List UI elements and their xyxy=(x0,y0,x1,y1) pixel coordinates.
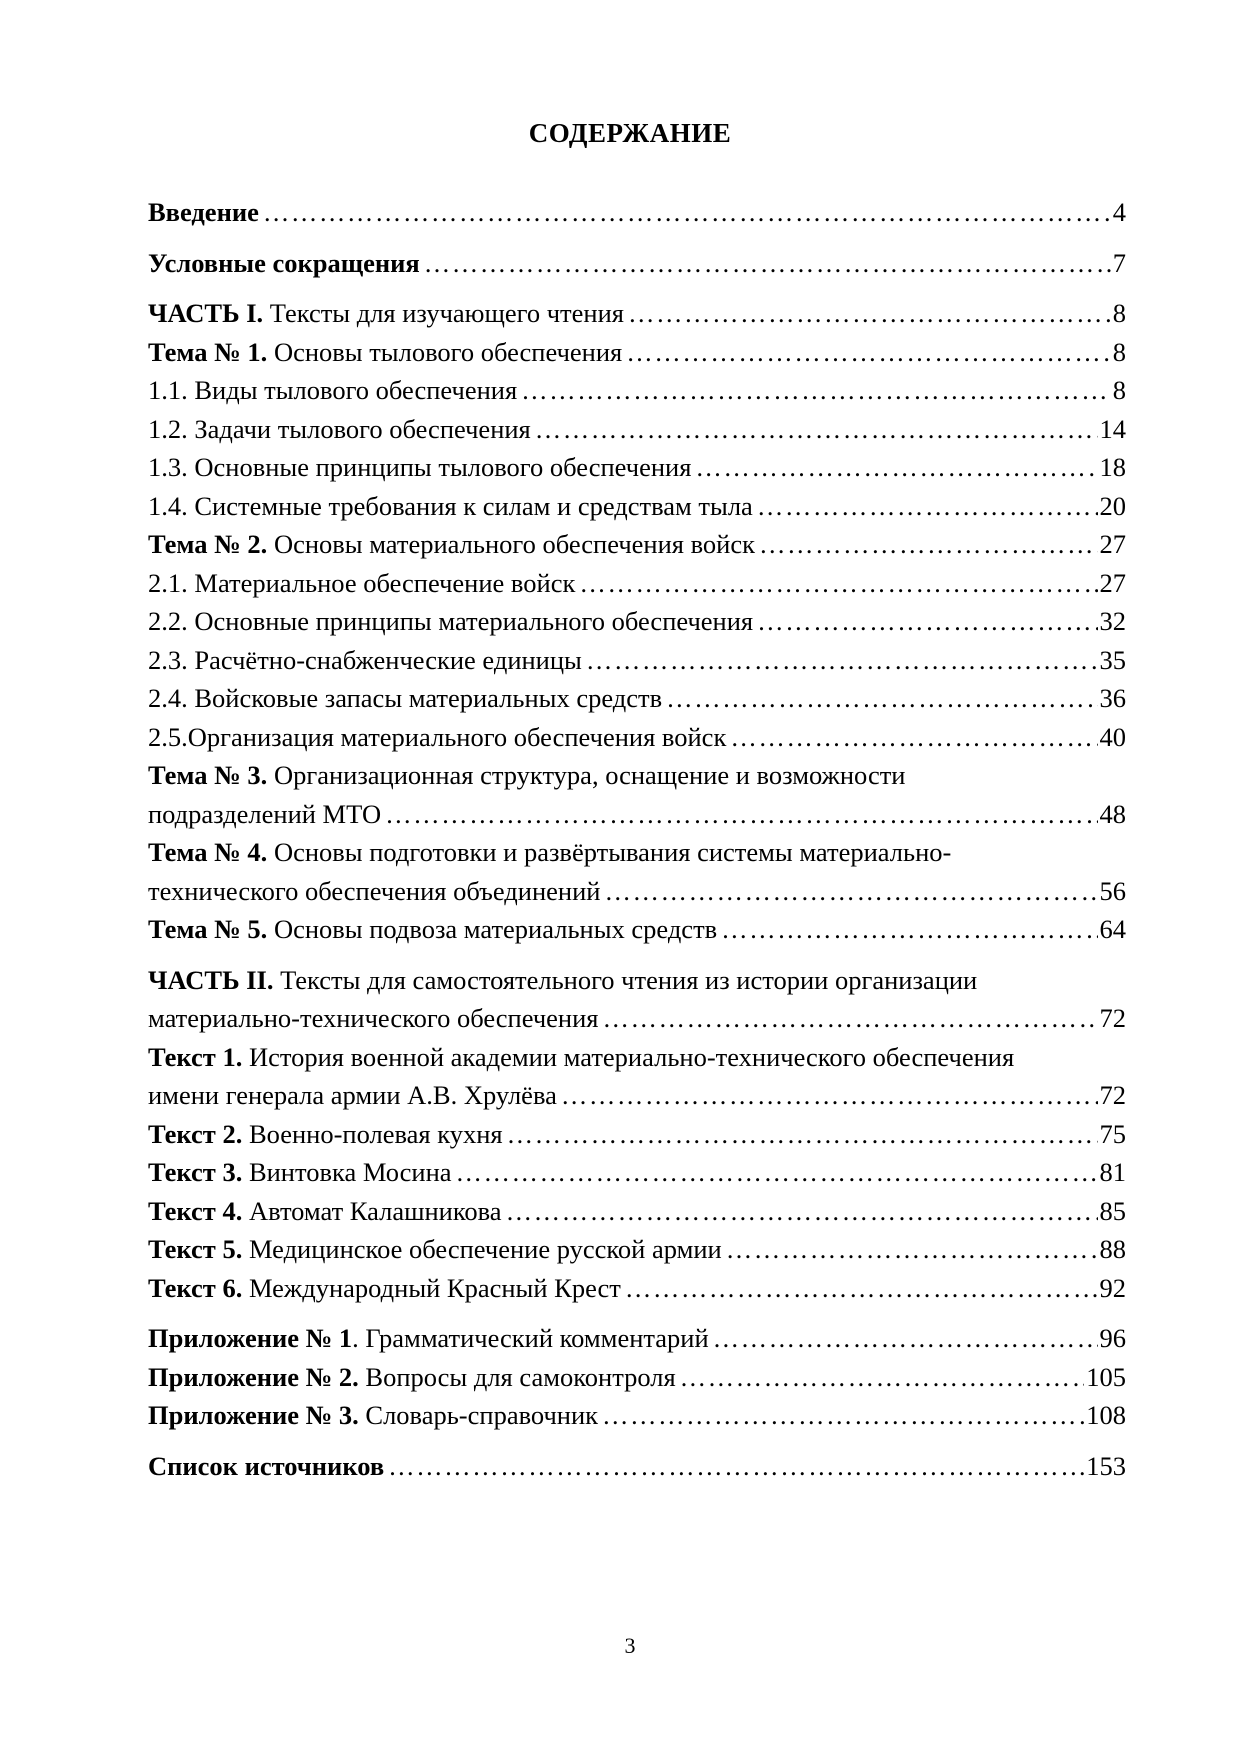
toc-entry[interactable] xyxy=(148,487,1126,526)
toc-page-number: 8 xyxy=(1112,336,1126,367)
toc-entry-text: 1.3. Основные принципы тылового обеспечения xyxy=(148,452,692,482)
toc-page-number: 81 xyxy=(1099,1157,1126,1187)
toc-page-number: 40 xyxy=(1099,721,1126,752)
toc-section xyxy=(148,1319,1126,1435)
toc-entry-text: Автомат Калашникова xyxy=(242,1195,502,1226)
toc-entry-text: технического обеспечения объединений xyxy=(148,875,601,906)
toc-entry[interactable] xyxy=(148,718,1126,757)
toc-page-number: 18 xyxy=(1099,452,1126,482)
toc-entry[interactable] xyxy=(148,1230,1126,1269)
toc-entry[interactable] xyxy=(148,564,1126,603)
toc-entry-heading: Текст 6. xyxy=(148,1272,243,1303)
dot-leader xyxy=(561,1076,1098,1115)
toc-entry-label xyxy=(148,564,575,603)
toc-entry-text: . Грамматический комментарий xyxy=(352,1323,709,1353)
dot-leader xyxy=(757,602,1097,641)
toc-entry[interactable] xyxy=(148,193,1126,232)
toc-entry[interactable] xyxy=(148,756,1126,833)
toc-page-number: 56 xyxy=(1099,875,1126,906)
dot-leader xyxy=(695,448,1097,487)
toc-section xyxy=(148,244,1126,283)
toc-page-number: 85 xyxy=(1099,1195,1126,1226)
toc-entry-text: Медицинское обеспечение русской армии xyxy=(242,1234,722,1264)
toc-page-number: 27 xyxy=(1099,567,1126,598)
dot-leader xyxy=(385,795,1097,834)
toc-entry-label xyxy=(148,833,1126,872)
toc-entry-heading: ЧАСТЬ I. xyxy=(148,298,264,328)
toc-entry-text: Тексты для изучающего чтения xyxy=(263,298,624,328)
toc-entry-heading: Введение xyxy=(148,197,259,227)
toc-entry-continuation xyxy=(148,872,1126,911)
toc-entry-heading: Тема № 3. xyxy=(148,760,268,790)
toc-entry-heading: Текст 2. xyxy=(148,1118,243,1149)
dot-leader xyxy=(666,679,1097,718)
toc-entry[interactable] xyxy=(148,833,1126,910)
toc-entry-heading: Тема № 1. xyxy=(148,336,268,367)
dot-leader xyxy=(586,641,1098,680)
dot-leader xyxy=(506,1192,1098,1231)
toc-entry-heading: ЧАСТЬ II. xyxy=(148,964,274,995)
toc-entry-label xyxy=(148,1358,676,1397)
toc-page-number: 72 xyxy=(1099,1080,1126,1110)
toc-entry[interactable] xyxy=(148,1358,1126,1397)
toc-entry[interactable] xyxy=(148,1192,1126,1231)
toc-entry-continuation xyxy=(148,1076,1126,1115)
toc-entry[interactable] xyxy=(148,910,1126,949)
dot-leader xyxy=(507,1115,1098,1154)
toc-entry-label xyxy=(148,1269,621,1308)
toc-entry-label xyxy=(148,1115,503,1154)
toc-entry-text: Вопросы для самоконтроля xyxy=(358,1361,676,1392)
toc-entry[interactable] xyxy=(148,1269,1126,1308)
toc-page-number: 96 xyxy=(1099,1323,1126,1353)
toc-entry-heading: Условные сокращения xyxy=(148,247,420,278)
toc-entry[interactable] xyxy=(148,244,1126,283)
dot-leader xyxy=(713,1319,1098,1358)
page-number: 3 xyxy=(624,1633,636,1658)
toc-entry[interactable] xyxy=(148,410,1126,449)
dot-leader xyxy=(726,1230,1098,1269)
dot-leader xyxy=(424,244,1111,283)
toc-entry-label xyxy=(148,1230,722,1269)
toc-entry[interactable] xyxy=(148,371,1126,410)
toc-entry-text: Тексты для самостоятельного чтения из истории организации xyxy=(273,964,978,995)
toc-page-number: 8 xyxy=(1112,298,1126,328)
toc-entry[interactable] xyxy=(148,1447,1126,1486)
toc-page-number: 75 xyxy=(1099,1118,1126,1149)
toc-entry-heading: Текст 3. xyxy=(148,1157,243,1187)
toc-page-number: 88 xyxy=(1099,1234,1126,1264)
dot-leader xyxy=(721,910,1097,949)
toc-entry-label xyxy=(148,487,753,526)
toc-entry-text: 2.2. Основные принципы материального обеспечения xyxy=(148,606,754,636)
toc-entry-label xyxy=(148,718,726,757)
toc-entry-heading: Приложение № 1 xyxy=(148,1323,353,1353)
toc-section xyxy=(148,1447,1126,1486)
toc-entry[interactable] xyxy=(148,679,1126,718)
page-title: СОДЕРЖАНИЕ xyxy=(528,118,732,148)
toc-entry-text: Военно-полевая кухня xyxy=(242,1118,503,1149)
toc-page-number: 27 xyxy=(1099,529,1126,559)
toc-entry-text: Международный Красный Крест xyxy=(242,1272,621,1303)
toc-entry-label xyxy=(148,448,691,487)
toc-entry-heading: Тема № 5. xyxy=(148,914,268,944)
dot-leader xyxy=(626,333,1111,372)
toc-entry-text: Основы подвоза материальных средств xyxy=(267,914,718,944)
toc-entry[interactable] xyxy=(148,1319,1126,1358)
toc-entry[interactable] xyxy=(148,448,1126,487)
toc-page-number: 20 xyxy=(1099,490,1126,521)
toc-entry[interactable] xyxy=(148,602,1126,641)
dot-leader xyxy=(535,410,1098,449)
dot-leader xyxy=(263,193,1111,232)
toc-entry-text: имени генерала армии А.В. Хрулёва xyxy=(148,1080,557,1110)
toc-page-number: 36 xyxy=(1099,683,1126,713)
toc-entry-label xyxy=(148,1153,452,1192)
toc-entry-text: материально-технического обеспечения xyxy=(148,1003,599,1033)
dot-leader xyxy=(759,525,1098,564)
toc-entry-heading: Текст 4. xyxy=(148,1195,243,1226)
dot-leader xyxy=(521,371,1111,410)
toc-page-number: 108 xyxy=(1086,1400,1126,1430)
dot-leader xyxy=(625,1269,1098,1308)
toc-entry-label xyxy=(148,602,753,641)
toc-entry-text: Основы подготовки и развёртывания системы материально- xyxy=(267,837,952,867)
toc-entry-label xyxy=(148,1192,502,1231)
toc-entry-heading: Приложение № 2. xyxy=(148,1361,359,1392)
toc-entry[interactable] xyxy=(148,641,1126,680)
toc-entry-label xyxy=(148,525,755,564)
dot-leader xyxy=(757,487,1098,526)
toc-entry-label xyxy=(148,641,582,680)
toc-entry-label xyxy=(148,910,717,949)
toc-page-number: 72 xyxy=(1099,1003,1126,1033)
toc-section xyxy=(148,294,1126,949)
toc-entry-text: 2.5.Организация материального обеспечения войск xyxy=(148,721,727,752)
dot-leader xyxy=(602,999,1097,1038)
toc-entry[interactable] xyxy=(148,1396,1126,1435)
toc-entry-text: Словарь-справочник xyxy=(358,1400,599,1430)
toc-entry[interactable] xyxy=(148,961,1126,1038)
toc-page-number: 105 xyxy=(1086,1361,1126,1392)
toc-entry-text: Винтовка Мосина xyxy=(242,1157,452,1187)
dot-leader xyxy=(680,1358,1085,1397)
toc-section xyxy=(148,961,1126,1308)
toc-entry-text: подразделений МТО xyxy=(148,798,382,829)
toc-page-number: 64 xyxy=(1099,914,1126,944)
toc-entry-label xyxy=(148,1319,709,1358)
toc-entry-label xyxy=(148,333,622,372)
toc-page-number: 7 xyxy=(1112,247,1126,278)
toc-entry-label xyxy=(148,756,1126,795)
toc-page-number: 35 xyxy=(1099,644,1126,675)
toc-entry-label xyxy=(148,244,420,283)
toc-page-number: 153 xyxy=(1086,1450,1126,1481)
toc-page-number: 32 xyxy=(1099,606,1126,636)
toc-entry-label xyxy=(148,1396,598,1435)
toc-entry-label xyxy=(148,1038,1126,1077)
toc-entry-text: История военной академии материально-технического обеспечения xyxy=(242,1041,1015,1072)
toc-page-number: 92 xyxy=(1099,1272,1126,1303)
toc-entry[interactable] xyxy=(148,525,1126,564)
toc-page-number: 14 xyxy=(1099,413,1126,444)
dot-leader xyxy=(388,1447,1084,1486)
toc-entry-continuation xyxy=(148,999,1126,1038)
toc-entry-label xyxy=(148,961,1126,1000)
toc-entry-heading: Текст 1. xyxy=(148,1041,243,1072)
toc-page-number: 48 xyxy=(1099,798,1126,829)
toc-entry-text: Организационная структура, оснащение и возможности xyxy=(267,760,906,790)
toc-entry-label xyxy=(148,371,517,410)
toc-entry[interactable] xyxy=(148,294,1126,333)
dot-leader xyxy=(730,718,1097,757)
toc-entry-heading: Приложение № 3. xyxy=(148,1400,359,1430)
toc-entry-continuation xyxy=(148,795,1126,834)
toc-entry[interactable] xyxy=(148,1038,1126,1115)
toc-page-number: 8 xyxy=(1112,375,1126,405)
toc-entry-heading: Тема № 4. xyxy=(148,837,268,867)
toc-entry-text: 2.4. Войсковые запасы материальных средств xyxy=(148,683,663,713)
toc-entry-text: 2.1. Материальное обеспечение войск xyxy=(148,567,576,598)
toc-entry-text: 2.3. Расчётно-снабженческие единицы xyxy=(148,644,582,675)
dot-leader xyxy=(628,294,1111,333)
toc-entry[interactable] xyxy=(148,1115,1126,1154)
toc-page-number: 4 xyxy=(1112,197,1126,227)
toc-entry-text: 1.1. Виды тылового обеспечения xyxy=(148,375,518,405)
table-of-contents xyxy=(148,193,1126,1485)
toc-entry-heading: Список источников xyxy=(148,1450,385,1481)
toc-entry-label xyxy=(148,193,259,232)
dot-leader xyxy=(456,1153,1098,1192)
toc-entry[interactable] xyxy=(148,333,1126,372)
dot-leader xyxy=(579,564,1097,603)
toc-entry-text: 1.2. Задачи тылового обеспечения xyxy=(148,413,531,444)
toc-entry-label xyxy=(148,1447,384,1486)
toc-entry-text: 1.4. Системные требования к силам и средствам тыла xyxy=(148,490,753,521)
toc-section xyxy=(148,193,1126,232)
toc-entry-text: Основы материального обеспечения войск xyxy=(267,529,755,559)
toc-entry-heading: Тема № 2. xyxy=(148,529,268,559)
toc-entry-text: Основы тылового обеспечения xyxy=(267,336,623,367)
toc-entry-label xyxy=(148,410,531,449)
dot-leader xyxy=(602,1396,1084,1435)
toc-entry-heading: Текст 5. xyxy=(148,1234,243,1264)
toc-entry-label xyxy=(148,679,662,718)
toc-entry-label xyxy=(148,294,624,333)
toc-entry[interactable] xyxy=(148,1153,1126,1192)
dot-leader xyxy=(604,872,1097,911)
